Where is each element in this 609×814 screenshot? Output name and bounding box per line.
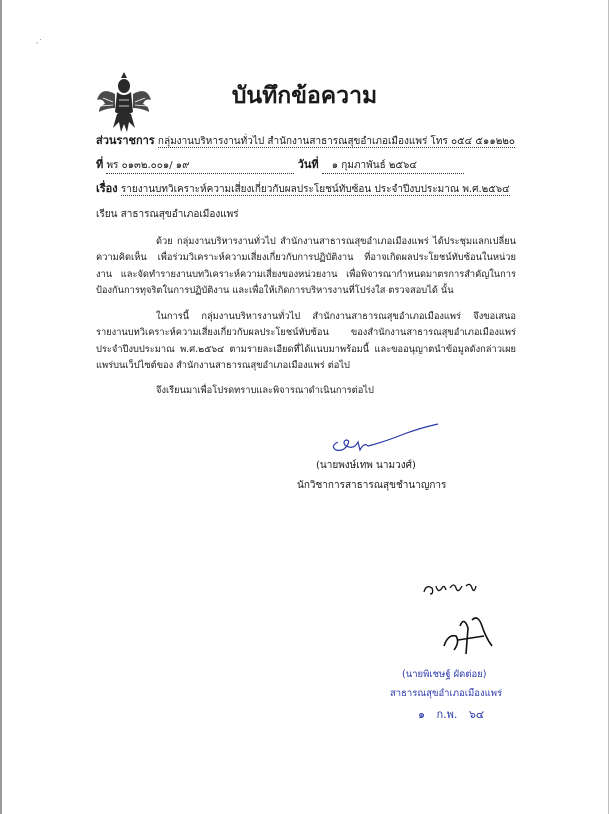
reference-line: [96, 155, 464, 174]
agency-value: กลุ่มงานบริหารงานทั่วไป สำนักงานสาธารณสุขอำเภอเมืองแพร่ โทร ๐๕๔ ๕๑๑๒๒๐: [157, 136, 515, 147]
reference-value: พร ๐๑๓๒.๐๐๑/ ๑๙: [106, 158, 294, 174]
date-label: วันที่: [297, 158, 319, 171]
subject-line: [96, 179, 510, 197]
subject-value: รายงานบทวิเคราะห์ความเสี่ยงเกี่ยวกับผลประโยชน์ทับซ้อน ประจำปีงบประมาณ พ.ศ.๒๕๖๔: [120, 184, 510, 195]
body-paragraph-1: ด้วย กลุ่มงานบริหารงานทั่วไป สำนักงานสาธารณสุขอำเภอเมืองแพร่ ได้ประชุมแลกเปลี่ยนความคิดเห็น เพื่อร่วมวิเคราะห์ความเสี่ยงเกี่ยวกับการปฏิบัติงาน ที่อาจเกิดผลประโยชน์ทับซ้อนในหน่วยงาน และจัดทำรายงานบทวิเคราะห์ความเสี่ยงของหน่วยงาน เพื่อพิจารณากำหนดมาตรการสำคัญในการป้องกันการทุจริตในการปฏิบัติงาน และเพื่อให้เกิดการบริหารงานที่โปร่งใส ตรวจสอบได้ นั้น: [96, 236, 516, 297]
approver-name: (นายพิเชษฐ์ ผัดต่อย): [402, 669, 487, 680]
scan-edge-left: [0, 0, 2, 814]
approval-date: [418, 705, 492, 723]
reference-label: ที่: [96, 158, 104, 171]
approval-date-day: ๑: [418, 708, 425, 721]
approver-position: สาธารณสุขอำเภอเมืองแพร่: [390, 688, 503, 699]
agency-line: [96, 131, 515, 149]
signer-position: นักวิชาการสาธารณสุขชำนาญการ: [297, 480, 447, 491]
body-paragraph-3: จึงเรียนมาเพื่อโปรดทราบและพิจารณาดำเนินการต่อไป: [156, 385, 374, 396]
agency-label: ส่วนราชการ: [96, 134, 155, 147]
recipient-value: สาธารณสุขอำเภอเมืองแพร่: [120, 209, 239, 220]
approval-date-month: ก.พ.: [436, 708, 458, 721]
signature-signer-icon: [324, 420, 444, 456]
signature-approver-icon: [438, 606, 498, 658]
subject-label: เรื่อง: [96, 182, 118, 195]
scan-speck: ⸱˙: [36, 39, 43, 49]
approval-date-year: ๖๔: [468, 708, 485, 721]
date-value: ๑ กุมภาพันธ์ ๒๕๖๔: [322, 158, 464, 174]
recipient-label: เรียน: [96, 209, 118, 220]
recipient-line: [96, 207, 239, 222]
signer-name: (นายพงษ์เทพ นามวงศ์): [316, 460, 416, 471]
handwritten-approval-icon: [420, 578, 480, 600]
memo-title: บันทึกข้อความ: [231, 83, 378, 109]
body-paragraph-2: ในการนี้ กลุ่มงานบริหารงานทั่วไป สำนักงานสาธารณสุขอำเภอเมืองแพร่ จึงขอเสนอรายงานบทวิเคราะห์ความเสี่ยงเกี่ยวกับผลประโยชน์ทับซ้อน ของสำนักงานสาธารณสุขอำเภอเมืองแพร่ ประจำปีงบประมาณ พ.ศ.๒๕๖๔ ตามรายละเอียดที่ได้แนบมาพร้อมนี้ และขออนุญาตนำข้อมูลดังกล่าวเผยแพร่บนเว็ปไซต์ของ สำนักงานสาธารณสุขอำเภอเมืองแพร่ ต่อไป: [96, 311, 516, 372]
